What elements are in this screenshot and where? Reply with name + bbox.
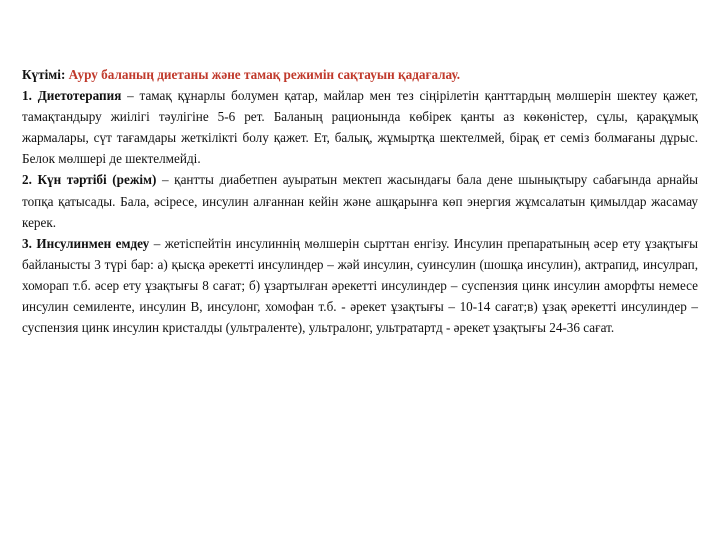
section-text: – тамақ құнарлы болумен қатар, майлар мен тез сіңірілетін қанттардың мөлшерін шектеу қажет, тамақтандыру жиілігі тәулігіне 5-6 рет. Баланың рационында көбірек қанты аз көкөністер, сұлы, қарақұмық жармалары, сүт тағамдары жеткілікті болу қажет. Ет, балық, жұмыртқа шектелмей, бірақ ет семіз болмағаны дұрыс. Белок мөлшері де шектелмейді. [22,88,699,167]
section-heading: Диетотерапия [37,88,122,104]
care-title: Ауру баланың диетаны және тамақ режимін сақтауын қадағалау. [68,67,461,82]
section-number: 2. [22,172,38,188]
section-number: 1. [22,88,38,104]
section-insulin [22,233,698,338]
section-heading: Күн тәртібі (режім) [37,172,157,188]
section-text: – жетіспейтін инсулиннің мөлшерін сырттан енгізу. Инсулин препаратының әсер ету ұзақтығы байланысты 3 түрі бар: а) қысқа әрекетті инсулиндер – жәй инсулин, суинсулин (шошқа инсулин), актрапид, инсулрап, хоморап т.б. әсер ету ұзақтығы 8 сағат; б) ұзартылған әрекетті инсулиндер – суспензия цинк инсулин аморфты немесе инсулин семиленте, инсулин В, инсулонг, хомофан т.б. - әрекет ұзақтығы – 10-14 сағат;в) ұзақ әрекетті инсулиндер – суспензия цинк инсулин кристалды (ультраленте), ультралонг, ультратартд - әрекет ұзақтығы 24-36 сағат. [22,235,698,336]
section-number: 3. [22,235,37,251]
care-paragraph [22,64,698,85]
section-heading: Инсулинмен емдеу [36,235,150,251]
document-body [22,64,698,338]
section-diet [22,85,698,169]
section-text: – қантты диабетпен ауыратын мектеп жасындағы бала дене шынықтыру сабағында арнайы топқа қатысады. Бала, әсіресе, инсулин алғаннан кейін және ашқарынға көп энергия жұмсалатын қимылдар жасамау керек. [22,172,699,230]
section-regime [22,169,698,232]
care-label: Күтімі: [22,67,69,82]
